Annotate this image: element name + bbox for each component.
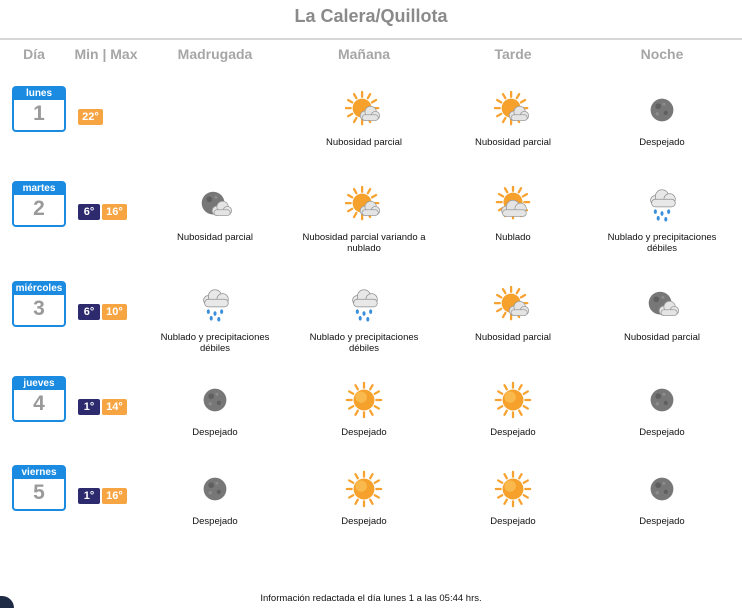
- period-cell-manana: [299, 181, 429, 261]
- temp-max-badge: 14°: [102, 399, 127, 415]
- moon-icon: [196, 470, 234, 508]
- date-number: 5: [33, 481, 45, 504]
- period-cell-noche: [597, 181, 727, 261]
- condition-text: Despejado: [490, 427, 536, 438]
- period-cell-manana: [299, 281, 429, 361]
- condition-text: Despejado: [341, 427, 387, 438]
- sun-cloud-icon: [494, 286, 532, 324]
- forecast-row: [0, 465, 742, 560]
- condition-text: Nublado y precipitaciones débiles: [607, 232, 717, 254]
- sun-icon: [345, 381, 383, 419]
- condition-text: Despejado: [639, 427, 685, 438]
- footer-note: Información redactada el día lunes 1 a las 05:44 hrs.: [260, 593, 482, 604]
- period-cell-tarde: [448, 376, 578, 456]
- condition-text: Nubosidad parcial variando a nublado: [302, 232, 426, 254]
- period-cell-manana: [299, 465, 429, 545]
- moon-cloud-icon: [196, 186, 234, 224]
- moon-icon: [643, 381, 681, 419]
- period-cell-madrugada: [150, 181, 280, 261]
- condition-text: Despejado: [490, 516, 536, 527]
- sun-icon: [494, 381, 532, 419]
- forecast-row: [0, 281, 742, 376]
- sun-cloud-icon: [345, 91, 383, 129]
- calendar-icon: [12, 376, 66, 422]
- temp-max-badge: 16°: [102, 204, 127, 220]
- temp-max-badge: 22°: [78, 109, 103, 125]
- sun-cloud-icon: [494, 91, 532, 129]
- temp-min-badge: 6°: [78, 204, 100, 220]
- cloud-rain-icon: [345, 286, 383, 324]
- condition-text: Nubosidad parcial: [176, 232, 254, 243]
- condition-text: Despejado: [192, 427, 238, 438]
- temp-max-badge: 16°: [102, 488, 127, 504]
- condition-text: Nublado: [495, 232, 531, 243]
- condition-text: Nublado y precipitaciones débiles: [309, 332, 419, 354]
- header-tarde: Tarde: [494, 46, 532, 62]
- period-cell-madrugada: [150, 465, 280, 545]
- title-divider: [0, 38, 742, 40]
- weekday-label: miércoles: [15, 283, 63, 294]
- temperature-range: [78, 109, 103, 125]
- header-madrugada: Madrugada: [177, 46, 253, 62]
- forecast-row: [0, 181, 742, 276]
- header-noche: Noche: [640, 46, 684, 62]
- temperature-range: [78, 304, 127, 320]
- temp-min-badge: 1°: [78, 399, 100, 415]
- calendar-icon: [12, 465, 66, 511]
- sun-cloud-icon: [345, 186, 383, 224]
- condition-text: Nubosidad parcial: [474, 332, 552, 343]
- sun-icon: [494, 470, 532, 508]
- period-cell-noche: [597, 376, 727, 456]
- sun-icon: [345, 470, 383, 508]
- header-day: Día: [23, 46, 45, 62]
- header-minmax: Min | Max: [74, 46, 138, 62]
- condition-text: Nubosidad parcial: [325, 137, 403, 148]
- date-number: 3: [33, 297, 45, 320]
- cloud-rain-icon: [643, 186, 681, 224]
- period-cell-noche: [597, 86, 727, 166]
- period-cell-noche: [597, 465, 727, 545]
- calendar-icon: [12, 181, 66, 227]
- condition-text: Nubosidad parcial: [623, 332, 701, 343]
- moon-icon: [196, 381, 234, 419]
- condition-text: Despejado: [341, 516, 387, 527]
- weekday-label: jueves: [14, 378, 64, 390]
- forecast-row: [0, 86, 742, 181]
- moon-cloud-icon: [643, 286, 681, 324]
- condition-text: Despejado: [639, 137, 685, 148]
- calendar-icon: [12, 281, 66, 327]
- condition-text: Despejado: [192, 516, 238, 527]
- forecast-row: [0, 376, 742, 471]
- date-number: 1: [33, 102, 45, 125]
- period-cell-madrugada: [150, 281, 280, 361]
- temp-max-badge: 10°: [102, 304, 127, 320]
- temp-min-badge: 6°: [78, 304, 100, 320]
- period-cell-madrugada: [150, 376, 280, 456]
- condition-text: Nubosidad parcial: [474, 137, 552, 148]
- temperature-range: [78, 399, 127, 415]
- sun-clouds-icon: [494, 186, 532, 224]
- condition-text: Despejado: [639, 516, 685, 527]
- period-cell-noche: [597, 281, 727, 361]
- period-cell-tarde: [448, 281, 578, 361]
- moon-icon: [643, 91, 681, 129]
- period-cell-manana: [299, 376, 429, 456]
- header-manana: Mañana: [337, 46, 391, 62]
- date-number: 4: [33, 392, 45, 415]
- temp-min-badge: 1°: [78, 488, 100, 504]
- moon-icon: [643, 470, 681, 508]
- period-cell-tarde: [448, 465, 578, 545]
- cloud-rain-icon: [196, 286, 234, 324]
- condition-text: Nublado y precipitaciones débiles: [160, 332, 270, 354]
- period-cell-tarde: [448, 86, 578, 166]
- weekday-label: viernes: [14, 467, 64, 479]
- calendar-icon: [12, 86, 66, 132]
- page-title: La Calera/Quillota: [294, 6, 448, 26]
- temperature-range: [78, 204, 127, 220]
- period-cell-tarde: [448, 181, 578, 261]
- temperature-range: [78, 488, 127, 504]
- period-cell-manana: [299, 86, 429, 166]
- weekday-label: martes: [14, 183, 64, 195]
- date-number: 2: [33, 197, 45, 220]
- weekday-label: lunes: [14, 88, 64, 100]
